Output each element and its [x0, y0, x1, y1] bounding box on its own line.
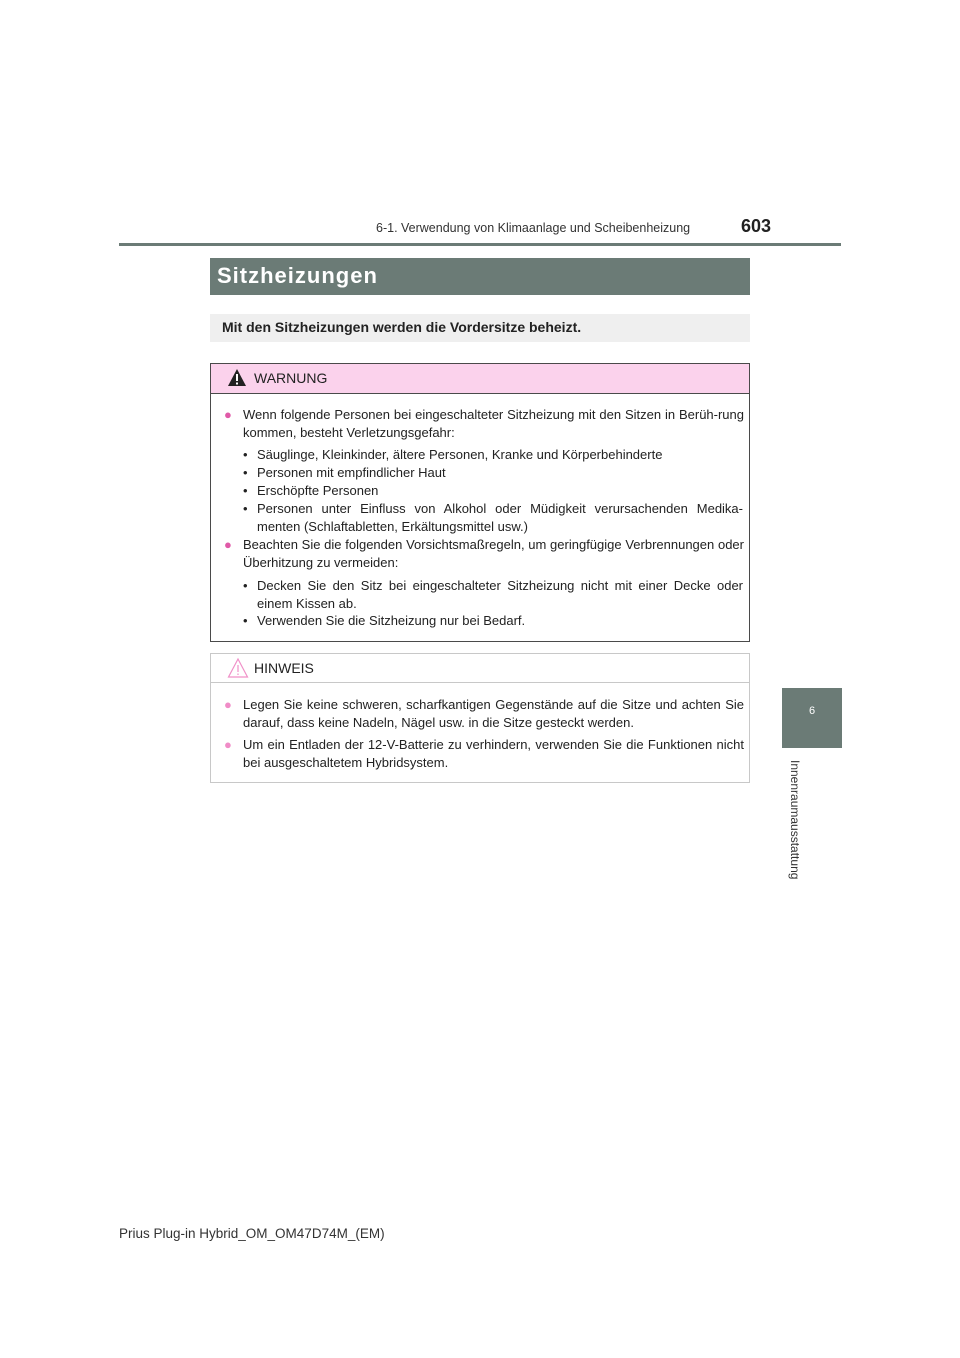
warning-header — [211, 364, 749, 394]
warning-item: ● Beachten Sie die folgenden Vorsichtsmaßregeln, um geringfügige Verbrennungen oder Überhitzung zu vermeiden: — [224, 537, 744, 570]
warning-subitem: • Personen mit empfindlicher Haut — [243, 465, 446, 480]
bullet-icon: ● — [224, 407, 232, 422]
bullet-icon: ● — [224, 737, 232, 752]
intro-text: Mit den Sitzheizungen werden die Vordersitze beheizt. — [222, 319, 582, 335]
warning-subitem: • Erschöpfte Personen — [243, 483, 379, 498]
header-divider — [119, 243, 841, 246]
notice-item: ● Um ein Entladen der 12-V-Batterie zu verhindern, verwenden Sie die Funktionen nicht bei ausgeschaltetem Hybridsystem. — [224, 737, 744, 770]
chapter-label: Innenraumausstattung — [788, 760, 802, 880]
notice-header — [211, 654, 749, 683]
intro-box — [210, 314, 750, 342]
notice-box — [210, 653, 750, 783]
warning-subitem: • Verwenden Sie die Sitzheizung nur bei Bedarf. — [243, 613, 526, 628]
section-header: 6-1. Verwendung von Klimaanlage und Scheibenheizung — [376, 221, 691, 235]
warning-subitem: • Personen unter Einfluss von Alkohol oder Müdigkeit verursachenden Medika-menten (Schlaftabletten, Erkältungsmittel usw.) — [243, 501, 743, 534]
warning-item: ● Wenn folgende Personen bei eingeschalteter Sitzheizung mit den Sitzen in Berüh-rung kommen, besteht Verletzungsgefahr: — [224, 407, 744, 440]
chapter-tab — [782, 688, 842, 748]
warning-subitem: • Decken Sie den Sitz bei eingeschalteter Sitzheizung nicht mit einer Decke oder einem Kissen ab. — [243, 578, 743, 611]
warning-subitem: • Säuglinge, Kleinkinder, ältere Personen, Kranke und Körperbehinderte — [243, 447, 663, 462]
chapter-number: 6 — [808, 705, 816, 717]
page-number: 603 — [741, 216, 772, 236]
section-title-bar — [210, 258, 750, 295]
bullet-icon: ● — [224, 537, 232, 552]
warning-triangle-outline-icon — [227, 657, 249, 679]
footer-document-id: Prius Plug-in Hybrid_OM_OM47D74M_(EM) — [119, 1226, 385, 1241]
warning-title: WARNUNG — [254, 370, 328, 386]
page-title: Sitzheizungen — [217, 263, 378, 288]
warning-box — [210, 363, 750, 642]
bullet-icon: ● — [224, 697, 232, 712]
warning-triangle-filled-icon — [227, 368, 247, 388]
notice-title: HINWEIS — [254, 660, 314, 676]
notice-item: ● Legen Sie keine schweren, scharfkantigen Gegenstände auf die Sitze und achten Sie darauf, dass keine Nadeln, Nägel usw. in die Sitze gesteckt werden. — [224, 697, 744, 730]
